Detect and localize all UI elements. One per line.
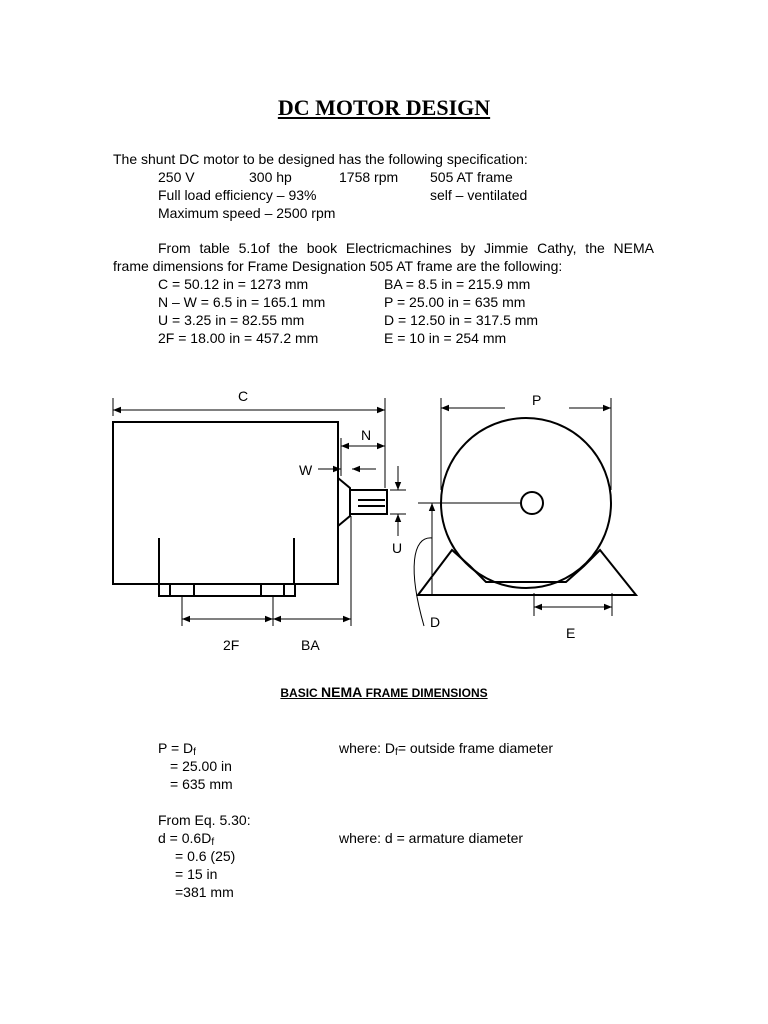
label-w: W — [299, 462, 313, 478]
calc1-equation — [158, 739, 196, 757]
caption-nema: NEMA — [321, 684, 363, 700]
spec-power: 300 hp — [249, 169, 292, 185]
calc1-where-sub: f — [395, 747, 398, 758]
spec-ventilation: self – ventilated — [430, 187, 528, 203]
spec-efficiency: Full load efficiency – 93% — [158, 187, 317, 203]
dim-left-2: N – W = 6.5 in = 165.1 mm — [158, 294, 326, 310]
motor-foot — [159, 584, 295, 596]
calc1-where-rest: = outside frame diameter — [397, 740, 554, 756]
shaft — [350, 490, 387, 514]
motor-side-body — [113, 422, 338, 584]
label-2f: 2F — [223, 637, 240, 653]
calc1-where — [339, 739, 553, 757]
calc2-eq-base: d = 0.6D — [158, 830, 212, 846]
paragraph-line2: frame dimensions for Frame Designation 505 AT frame are the following: — [113, 258, 563, 274]
calc2-where: where: d = armature diameter — [339, 830, 524, 846]
calc2-reference: From Eq. 5.30: — [158, 812, 251, 828]
label-u: U — [392, 540, 403, 556]
calc2-line2: = 0.6 (25) — [175, 848, 236, 864]
figure-caption — [0, 683, 768, 702]
label-p: P — [532, 392, 542, 408]
caption-part3: FRAME DIMENSIONS — [362, 686, 488, 700]
dim-left-3: U = 3.25 in = 82.55 mm — [158, 312, 305, 328]
dim-left-4: 2F = 18.00 in = 457.2 mm — [158, 330, 319, 346]
dim-right-3: D = 12.50 in = 317.5 mm — [384, 312, 539, 328]
caption-part1: BASIC — [280, 686, 322, 700]
spec-voltage: 250 V — [158, 169, 195, 185]
dim-left-1: C = 50.12 in = 1273 mm — [158, 276, 309, 292]
calc2-eq-sub: f — [211, 837, 215, 848]
spec-frame: 505 AT frame — [430, 169, 513, 185]
front-shaft — [521, 492, 543, 514]
calc2-line3: = 15 in — [175, 866, 218, 882]
calc1-line3: = 635 mm — [170, 776, 233, 792]
label-n: N — [361, 427, 372, 443]
dim-right-1: BA = 8.5 in = 215.9 mm — [384, 276, 531, 292]
page-title: DC MOTOR DESIGN — [277, 95, 491, 120]
dim-right-4: E = 10 in = 254 mm — [384, 330, 507, 346]
spec-speed: 1758 rpm — [339, 169, 399, 185]
calc1-where-base: where: D — [339, 740, 396, 756]
spec-max-speed: Maximum speed – 2500 rpm — [158, 205, 336, 221]
label-c: C — [238, 388, 249, 404]
calc2-line4: =381 mm — [175, 884, 234, 900]
label-d: D — [430, 614, 441, 630]
calc2-equation — [158, 829, 214, 847]
paragraph-line1: From table 5.1of the book Electricmachines by Jimmie Cathy, the NEMA — [158, 240, 654, 256]
calc1-eq-base: P = D — [158, 740, 194, 756]
label-ba: BA — [301, 637, 320, 653]
shaft-housing — [338, 478, 350, 526]
calc1-eq-sub: f — [193, 747, 196, 758]
label-e: E — [566, 625, 576, 641]
calc1-line2: = 25.00 in — [170, 758, 232, 774]
intro-text: The shunt DC motor to be designed has the following specification: — [113, 151, 528, 167]
dim-right-2: P = 25.00 in = 635 mm — [384, 294, 526, 310]
